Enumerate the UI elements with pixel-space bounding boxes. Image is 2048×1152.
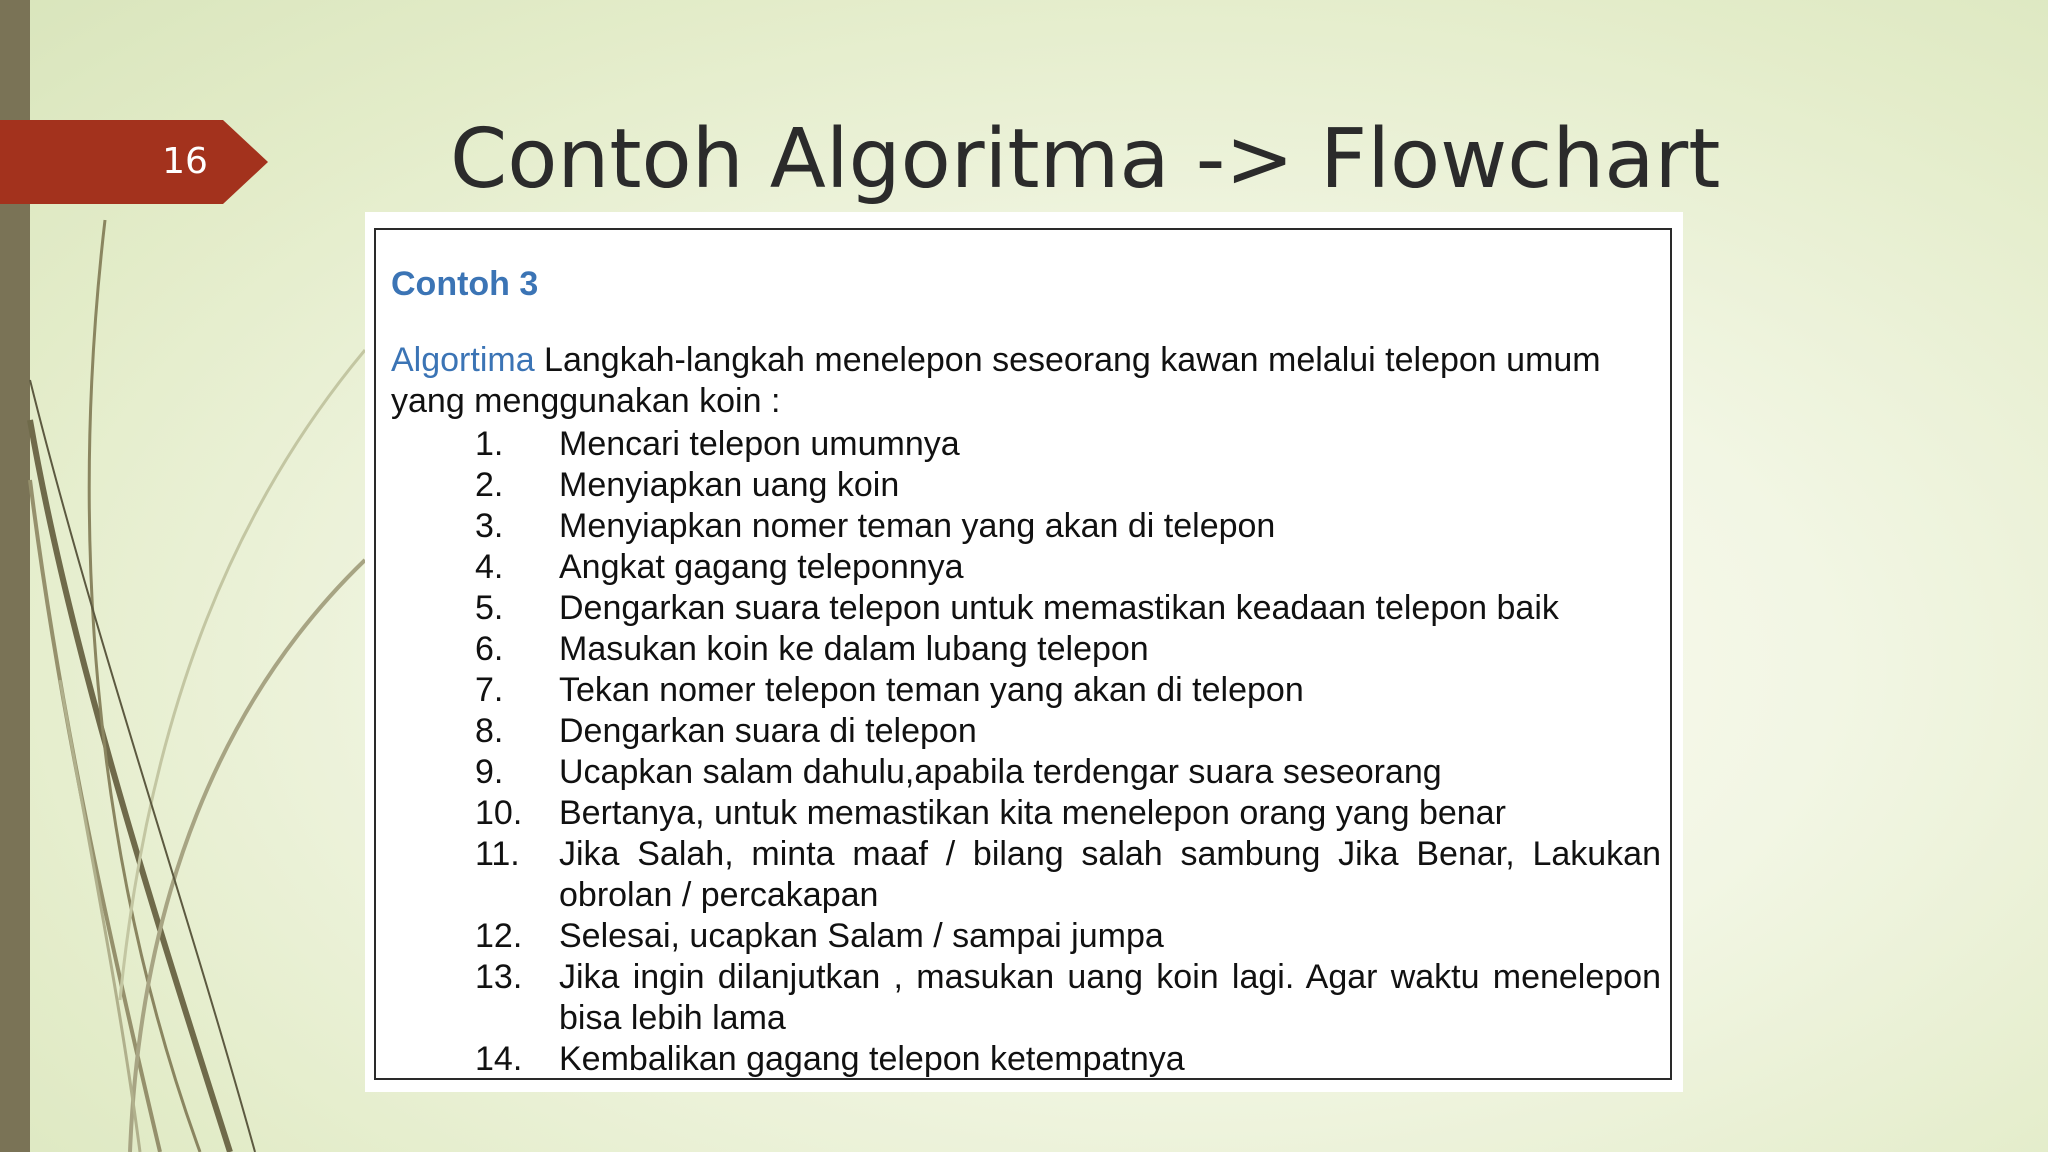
step-text: Menyiapkan uang koin	[559, 466, 900, 504]
list-item	[391, 793, 1661, 834]
step-text: Mencari telepon umumnya	[559, 425, 960, 463]
list-item	[391, 1039, 1661, 1080]
step-text: Dengarkan suara telepon untuk memastikan keadaan telepon baik	[559, 589, 1559, 627]
grass-blade	[60, 680, 140, 1152]
step-text: Masukan koin ke dalam lubang telepon	[559, 630, 1149, 668]
step-text: Menyiapkan nomer teman yang akan di telepon	[559, 507, 1276, 545]
content-box	[374, 228, 1672, 1080]
grass-blade	[30, 480, 160, 1152]
step-number: 8.	[475, 712, 504, 750]
step-number: 10.	[475, 794, 523, 832]
grass-blade	[120, 350, 365, 1000]
grass-blade	[130, 560, 365, 1152]
step-number: 9.	[475, 753, 504, 791]
step-number: 12.	[475, 917, 523, 955]
grass-blade	[30, 420, 230, 1152]
list-item	[391, 752, 1661, 793]
section-heading: Contoh 3	[391, 265, 539, 303]
content-image-frame	[365, 212, 1683, 1092]
list-item	[391, 506, 1661, 547]
step-text: Selesai, ucapkan Salam / sampai jumpa	[559, 917, 1164, 955]
list-item	[391, 588, 1661, 629]
slide-number-badge	[0, 120, 268, 204]
step-text: Kembalikan gagang telepon ketempatnya	[559, 1040, 1185, 1078]
step-text: Ucapkan salam dahulu,apabila terdengar suara seseorang	[559, 753, 1442, 791]
step-number: 3.	[475, 507, 504, 545]
steps-list	[391, 424, 1661, 1080]
step-number: 4.	[475, 548, 504, 586]
list-item	[391, 629, 1661, 670]
intro-paragraph	[391, 340, 1661, 422]
step-text: Bertanya, untuk memastikan kita menelepon orang yang benar	[559, 794, 1506, 832]
step-number: 1.	[475, 425, 504, 463]
slide-title: Contoh Algoritma -> Flowchart	[450, 112, 1721, 207]
list-item	[391, 711, 1661, 752]
list-item	[391, 465, 1661, 506]
step-number: 14.	[475, 1040, 523, 1078]
list-item	[391, 424, 1661, 465]
grass-blade	[30, 380, 255, 1152]
step-text: Angkat gagang teleponnya	[559, 548, 964, 586]
slide-number: 16	[162, 141, 208, 182]
intro-text: Langkah-langkah menelepon seseorang kawan melalui telepon umum yang menggunakan koin :	[391, 341, 1601, 420]
list-item	[391, 670, 1661, 711]
step-number: 7.	[475, 671, 504, 709]
list-item	[391, 916, 1661, 957]
step-text: Jika ingin dilanjutkan , masukan uang koin lagi. Agar waktu menelepon bisa lebih lama	[559, 958, 1661, 1037]
step-number: 6.	[475, 630, 504, 668]
step-number: 11.	[475, 835, 520, 873]
intro-link-word: Algortima	[391, 341, 535, 379]
list-item	[391, 547, 1661, 588]
step-text: Tekan nomer telepon teman yang akan di telepon	[559, 671, 1304, 709]
list-item	[391, 834, 1661, 916]
step-text: Jika Salah, minta maaf / bilang salah sambung Jika Benar, Lakukan obrolan / percakapan	[559, 835, 1661, 914]
step-number: 2.	[475, 466, 504, 504]
step-number: 5.	[475, 589, 504, 627]
step-text: Dengarkan suara di telepon	[559, 712, 977, 750]
list-item	[391, 957, 1661, 1039]
step-number: 13.	[475, 958, 523, 996]
